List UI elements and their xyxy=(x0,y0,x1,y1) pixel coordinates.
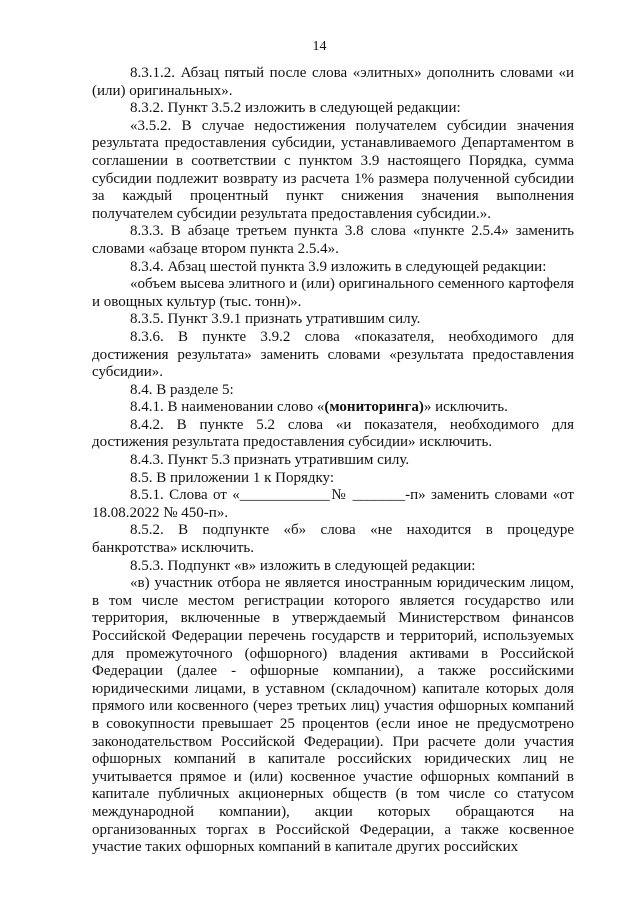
quoted-subparagraph-v: «в) участник отбора не является иностранным юридическим лицом, в том числе местом регистрации которого является государство или территория, включенные в утверждаемый Министерством финансов Российской Федерации перечень государств и территорий, используемых для промежуточного (офшорного) владения активами в Российской Федерации (далее - офшорные компании), а также российскими юридическими лицами, в уставном (складочном) капитале которых доля прямого или косвенного (через третьих лиц) участия офшорных компаний в совокупности превышает 25 процентов (если иное не предусмотрено законодательством Российской Федерации). При расчете доли участия офшорных компаний в капитале российских юридических лиц не учитывается прямое и (или) косвенное участие офшорных компаний в капитале публичных акционерных обществ (в том числе со статусом международной компании), акции которых обращаются на организованных торгах в Российской Федерации, а также косвенное участие таких офшорных компаний в капитале других российских xyxy=(92,575,574,856)
paragraph-8-4-1-before: 8.4.1. В наименовании слово « xyxy=(130,399,325,416)
paragraph-8-4: 8.4. В разделе 5: xyxy=(130,381,234,398)
quoted-paragraph-3-5-2: «3.5.2. В случае недостижения получателем субсидии значения результата предоставления субсидии, устанавливаемого Департаментом в соглашении в соответствии с пунктом 3.9 настоящего Порядка, сумма субсидии подлежит возврату из расчета 1% размера полученной субсидии за каждый процентный пункт снижения значения выполнения получателем субсидии результата предоставления субсидии.». xyxy=(92,117,574,222)
quoted-paragraph-volume: «объем высева элитного и (или) оригинального семенного картофеля и овощных культур (тыс. тонн)». xyxy=(92,276,574,310)
paragraph-8-5-2: 8.5.2. В подпункте «б» слова «не находится в процедуре банкротства» исключить. xyxy=(92,522,574,557)
page-number: 14 xyxy=(312,39,327,54)
paragraph-8-4-1-bold: (мониторинга) xyxy=(324,399,424,416)
paragraph-8-3-4: 8.3.4. Абзац шестой пункта 3.9 изложить в следующей редакции: xyxy=(130,258,547,275)
paragraph-8-3-6: 8.3.6. В пункте 3.9.2 слова «показателя, необходимого для достижения результата» заменить словами «результата предоставления субсидии». xyxy=(92,328,574,381)
paragraph-8-3-5: 8.3.5. Пункт 3.9.1 признать утратившим силу. xyxy=(130,311,421,328)
paragraph-8-5-1: 8.5.1. Слова от «____________№ _______-п» заменить словами «от 18.08.2022 № 450-п». xyxy=(92,487,574,521)
paragraph-8-4-1 xyxy=(92,399,574,417)
document-body xyxy=(92,65,574,857)
paragraph-8-5: 8.5. В приложении 1 к Порядку: xyxy=(130,469,335,486)
paragraph-8-3-2: 8.3.2. Пункт 3.5.2 изложить в следующей редакции: xyxy=(130,100,461,117)
paragraph-8-3-1-2: 8.3.1.2. Абзац пятый после слова «элитных» дополнить словами «и (или) оригинальных». xyxy=(92,65,574,99)
paragraph-8-3-3: 8.3.3. В абзаце третьем пункта 3.8 слова «пункте 2.5.4» заменить словами «абзаце втором пункта 2.5.4». xyxy=(92,223,574,257)
paragraph-8-4-1-after: » исключить. xyxy=(423,399,508,416)
paragraph-8-5-3: 8.5.3. Подпункт «в» изложить в следующей редакции: xyxy=(130,557,476,574)
paragraph-8-4-3: 8.4.3. Пункт 5.3 признать утратившим силу. xyxy=(130,452,410,469)
paragraph-8-4-2: 8.4.2. В пункте 5.2 слова «и показателя, необходимого для достижения результата предоставления субсидии» исключить. xyxy=(92,416,574,451)
